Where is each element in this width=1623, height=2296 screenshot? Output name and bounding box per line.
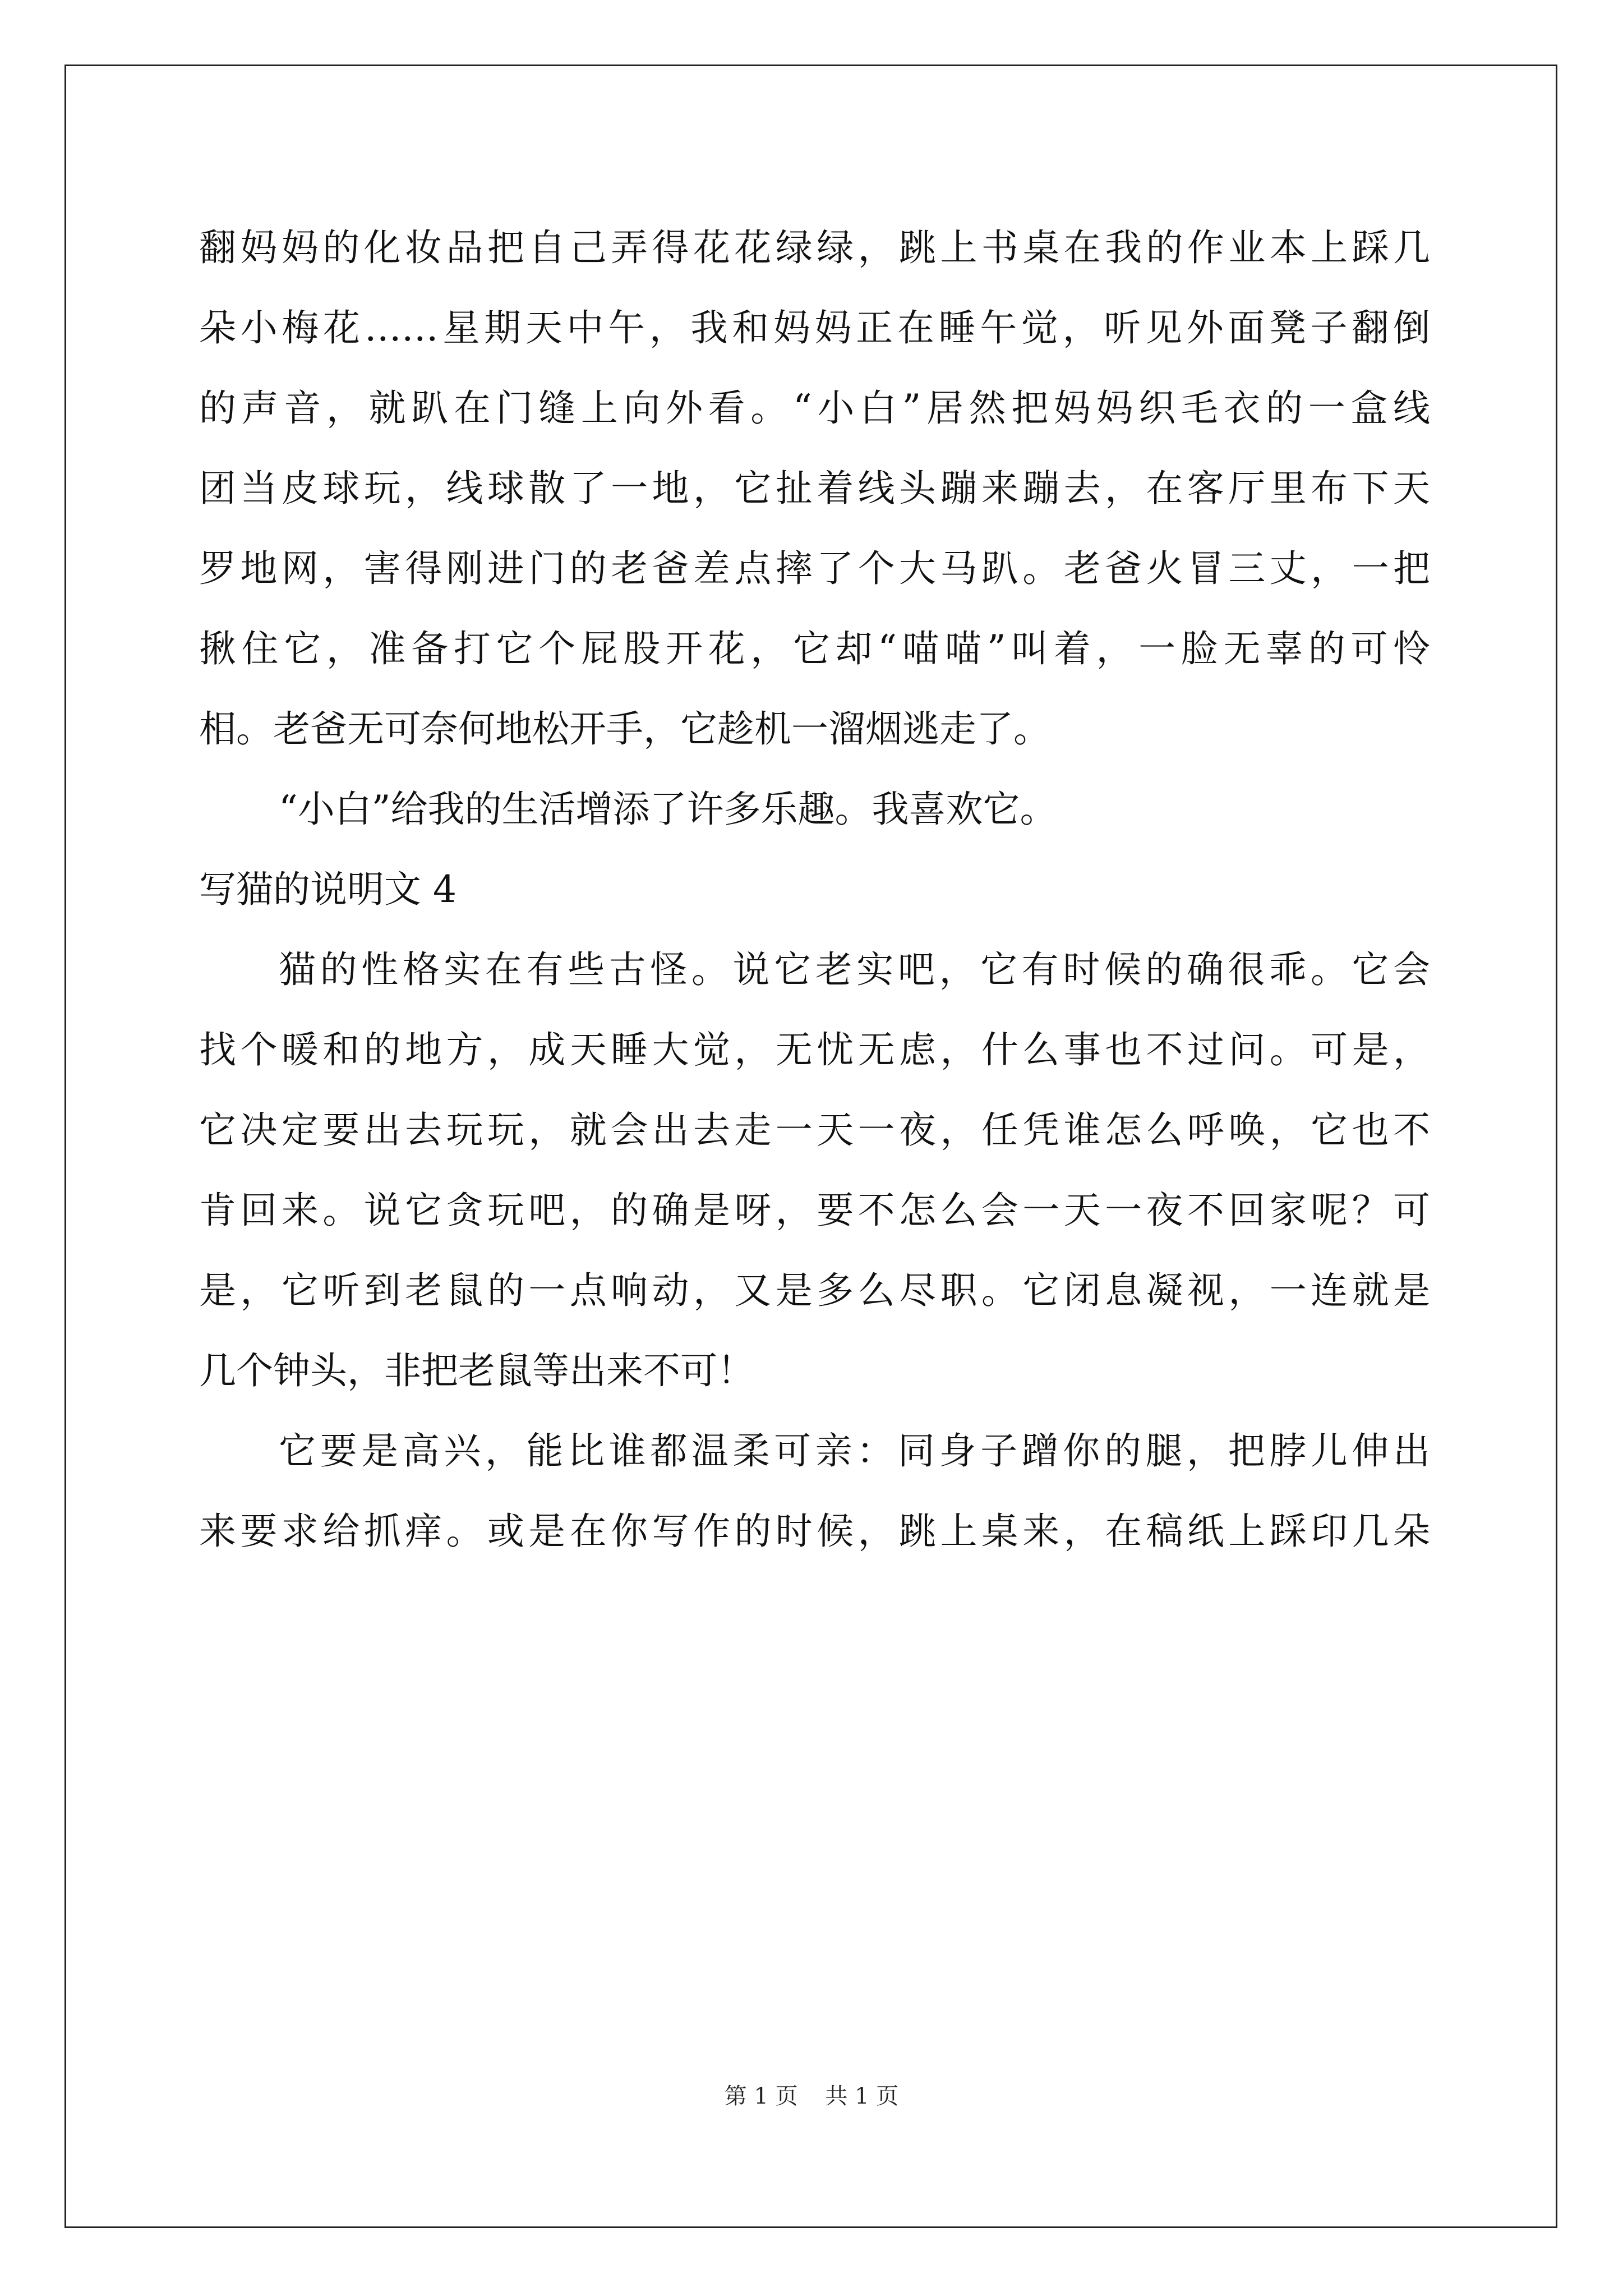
text-line: 罗地网，害得刚进门的老爸差点摔了个大马趴。老爸火冒三丈，一把 [199,547,1430,590]
page-footer [0,2078,1623,2110]
text-line: 团当皮球玩，线球散了一地，它扯着线头蹦来蹦去，在客厅里布下天 [199,467,1430,510]
text-line: 翻妈妈的化妆品把自己弄得花花绿绿，跳上书桌在我的作业本上踩几 [199,226,1430,269]
text-line: 揪住它，准备打它个屁股开花，它却“喵喵”叫着，一脸无辜的可怜 [199,627,1430,670]
section-title: 写猫的说明文 4 [199,868,457,911]
text-line: 是，它听到老鼠的一点响动，又是多么尽职。它闭息凝视，一连就是 [199,1269,1430,1312]
text-line: 相。老爸无可奈何地松开手，它趁机一溜烟逃走了。 [199,707,1050,751]
page-number: 第 1 页 [724,2083,798,2109]
text-line: “小白”给我的生活增添了许多乐趣。我喜欢它。 [279,788,1057,831]
page-total: 共 1 页 [825,2083,899,2109]
document-body [199,208,1430,1571]
text-line: 来要求给抓痒。或是在你写作的时候，跳上桌来，在稿纸上踩印几朵 [199,1510,1430,1553]
paragraph [199,1411,1430,1571]
text-line: 猫的性格实在有些古怪。说它老实吧，它有时候的确很乖。它会 [279,948,1430,991]
paragraph [199,769,1430,849]
paragraph [199,930,1430,1411]
text-line: 的声音，就趴在门缝上向外看。“小白”居然把妈妈织毛衣的一盒线 [199,386,1430,430]
text-line: 肯回来。说它贪玩吧，的确是呀，要不怎么会一天一夜不回家呢？可 [199,1189,1430,1232]
paragraph [199,208,1430,769]
text-line: 几个钟头，非把老鼠等出来不可！ [199,1349,754,1392]
text-line: 找个暖和的地方，成天睡大觉，无忧无虑，什么事也不过问。可是， [199,1028,1430,1071]
text-line: 它要是高兴，能比谁都温柔可亲：同身子蹭你的腿，把脖儿伸出 [279,1429,1430,1473]
text-line: 朵小梅花……星期天中午，我和妈妈正在睡午觉，听见外面凳子翻倒 [199,306,1430,349]
text-line: 它决定要出去玩玩，就会出去走一天一夜，任凭谁怎么呼唤，它也不 [199,1108,1430,1152]
